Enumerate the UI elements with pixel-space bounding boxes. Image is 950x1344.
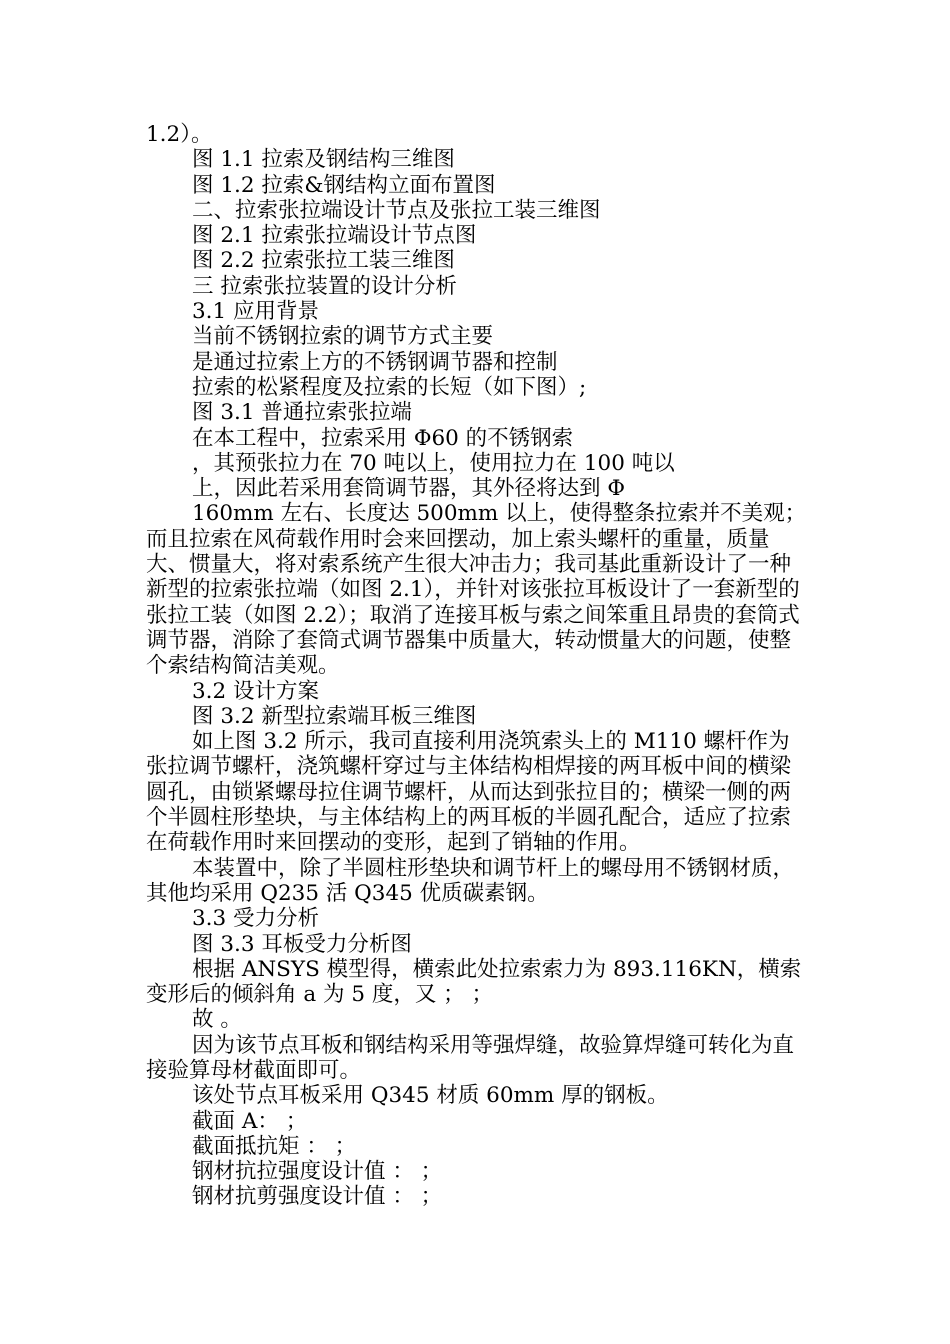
paragraph: 本装置中，除了半圆柱形垫块和调节杆上的螺母用不锈钢材质，其他均采用 Q235 活 Q345 优质碳素钢。 (146, 855, 795, 906)
paragraph: 截面抵抗矩 ： ； (192, 1133, 357, 1159)
paragraph: 在本工程中，拉索采用 Φ60 的不锈钢索 (192, 425, 574, 451)
paragraph: 该处节点耳板采用 Q345 材质 60mm 厚的钢板。 (192, 1083, 669, 1109)
document-body (146, 122, 808, 1210)
subsection-heading: 3.3 受力分析 (192, 906, 320, 932)
paragraph: ，其预张拉力在 70 吨以上，使用拉力在 100 吨以 (192, 450, 675, 476)
paragraph: 拉索的松紧程度及拉索的长短（如下图）; (192, 374, 587, 400)
figure-caption: 图 3.2 新型拉索端耳板三维图 (192, 703, 477, 729)
paragraph: 当前不锈钢拉索的调节方式主要 (192, 324, 494, 350)
paragraph: 因为该节点耳板和钢结构采用等强焊缝，故验算焊缝可转化为直接验算母材截面即可。 (146, 1032, 795, 1083)
paragraph: 如上图 3.2 所示，我司直接利用浇筑索头上的 M110 螺杆作为张拉调节螺杆，浇筑螺杆穿过与主体结构相焊接的两耳板中间的横梁圆孔，由锁紧螺母拉住调节螺杆，从而达到张拉目的；横梁一侧的两个半圆柱形垫块，与主体结构上的两耳板的半圆孔配合，适应了拉索在荷载作用时来回摆动的变形，起到了销轴的作用。 (146, 729, 792, 856)
paragraph: 1.2）。 (146, 122, 213, 147)
figure-caption: 图 3.1 普通拉索张拉端 (192, 400, 412, 426)
paragraph: 故 。 (192, 1007, 242, 1033)
section-heading: 三 拉索张拉装置的设计分析 (192, 273, 457, 299)
section-heading: 二、拉索张拉端设计节点及张拉工装三维图 (192, 197, 601, 223)
figure-caption: 图 1.2 拉索&钢结构立面布置图 (192, 172, 496, 198)
paragraph: 上，因此若采用套筒调节器，其外径将达到 Φ (192, 476, 625, 502)
paragraph: 是通过拉索上方的不锈钢调节器和控制 (192, 349, 558, 375)
figure-caption: 图 3.3 耳板受力分析图 (192, 931, 412, 957)
figure-caption: 图 2.1 拉索张拉端设计节点图 (192, 223, 477, 249)
paragraph: 钢材抗拉强度设计值 ： ； (192, 1159, 443, 1185)
figure-caption: 图 1.1 拉索及钢结构三维图 (192, 147, 455, 173)
paragraph: 根据 ANSYS 模型得，横索此处拉索索力为 893.116KN，横索变形后的倾斜角 a 为 5 度，又 ； ； (146, 956, 802, 1008)
paragraph: 钢材抗剪强度设计值 ： ； (192, 1184, 443, 1210)
paragraph: 160mm 左右、长度达 500mm 以上，使得整条拉索并不美观；而且拉索在风荷载作用时会来回摆动，加上索头螺杆的重量，质量大、惯量大，将对索系统产生很大冲击力；我司基此重新设计了一种新型的拉索张拉端（如图 2.1），并针对该张拉耳板设计了一套新型的张拉工装（如图 2.2）；取消了连接耳板与索之间笨重且昂贵的套筒式调节器，消除了套筒式调节器集中质量大，转动惯量大的问题，使整个索结构简洁美观。 (146, 501, 807, 679)
paragraph: 截面 A： ； (192, 1108, 308, 1134)
subsection-heading: 3.1 应用背景 (192, 299, 320, 325)
figure-caption: 图 2.2 拉索张拉工装三维图 (192, 248, 455, 274)
subsection-heading: 3.2 设计方案 (192, 678, 320, 704)
